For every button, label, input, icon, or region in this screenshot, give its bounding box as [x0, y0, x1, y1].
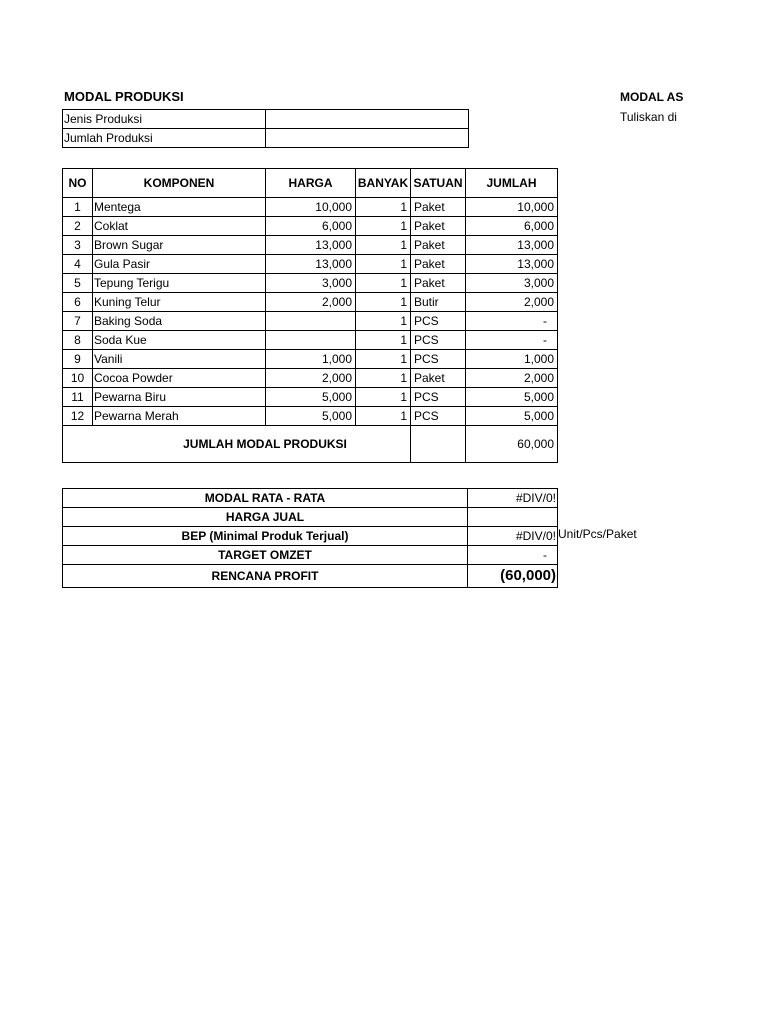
row-komponen[interactable]: Cocoa Powder [93, 369, 266, 388]
row-jumlah: - [466, 312, 558, 331]
row-komponen[interactable]: Mentega [93, 198, 266, 217]
row-komponen[interactable]: Pewarna Merah [93, 407, 266, 426]
row-satuan[interactable]: PCS [411, 331, 466, 350]
table-row [63, 293, 558, 312]
row-jumlah: 2,000 [466, 293, 558, 312]
row-satuan[interactable]: Paket [411, 369, 466, 388]
row-no: 1 [63, 198, 93, 217]
row-satuan[interactable]: Paket [411, 255, 466, 274]
row-satuan[interactable]: PCS [411, 312, 466, 331]
row-no: 3 [63, 236, 93, 255]
row-harga[interactable]: 2,000 [266, 293, 356, 312]
summary-row-profit [63, 565, 558, 588]
bep-value: #DIV/0! [468, 527, 558, 546]
row-no: 7 [63, 312, 93, 331]
row-banyak[interactable]: 1 [356, 350, 411, 369]
row-banyak[interactable]: 1 [356, 293, 411, 312]
row-satuan[interactable]: PCS [411, 350, 466, 369]
row-jumlah: 3,000 [466, 274, 558, 293]
row-banyak[interactable]: 1 [356, 388, 411, 407]
page-title: MODAL PRODUKSI [64, 89, 184, 104]
production-info-table [62, 109, 469, 148]
row-banyak[interactable]: 1 [356, 236, 411, 255]
harga-jual-label: HARGA JUAL [63, 508, 468, 527]
row-jumlah: - [466, 331, 558, 350]
row-no: 9 [63, 350, 93, 369]
col-header-no: NO [63, 169, 93, 198]
summary-row-modal-rata [63, 489, 558, 508]
row-jumlah: 2,000 [466, 369, 558, 388]
info-row-jenis [63, 110, 469, 129]
total-row [63, 426, 558, 463]
table-row [63, 217, 558, 236]
table-row [63, 388, 558, 407]
modal-rata-label: MODAL RATA - RATA [63, 489, 468, 508]
row-no: 12 [63, 407, 93, 426]
row-no: 6 [63, 293, 93, 312]
total-modal-value: 60,000 [466, 426, 558, 463]
row-banyak[interactable]: 1 [356, 274, 411, 293]
row-komponen[interactable]: Pewarna Biru [93, 388, 266, 407]
right-section-title: MODAL AS [620, 90, 684, 104]
summary-table [62, 488, 558, 588]
row-satuan[interactable]: Butir [411, 293, 466, 312]
row-harga[interactable]: 13,000 [266, 236, 356, 255]
table-row [63, 274, 558, 293]
row-komponen[interactable]: Kuning Telur [93, 293, 266, 312]
table-header-row [63, 169, 558, 198]
col-header-banyak: BANYAK [356, 169, 411, 198]
jenis-produksi-input[interactable] [266, 110, 469, 129]
table-row [63, 236, 558, 255]
row-komponen[interactable]: Coklat [93, 217, 266, 236]
row-no: 5 [63, 274, 93, 293]
row-komponen[interactable]: Brown Sugar [93, 236, 266, 255]
table-row [63, 312, 558, 331]
row-harga[interactable] [266, 331, 356, 350]
table-row [63, 369, 558, 388]
row-harga[interactable]: 6,000 [266, 217, 356, 236]
row-jumlah: 6,000 [466, 217, 558, 236]
table-row [63, 350, 558, 369]
jumlah-produksi-label: Jumlah Produksi [63, 129, 266, 148]
row-jumlah: 13,000 [466, 255, 558, 274]
row-no: 8 [63, 331, 93, 350]
row-harga[interactable]: 5,000 [266, 388, 356, 407]
row-komponen[interactable]: Baking Soda [93, 312, 266, 331]
row-no: 2 [63, 217, 93, 236]
table-row [63, 407, 558, 426]
row-satuan[interactable]: Paket [411, 217, 466, 236]
bep-label: BEP (Minimal Produk Terjual) [63, 527, 468, 546]
col-header-satuan: SATUAN [411, 169, 466, 198]
info-row-jumlah [63, 129, 469, 148]
col-header-komponen: KOMPONEN [93, 169, 266, 198]
summary-row-harga-jual [63, 508, 558, 527]
row-harga[interactable]: 3,000 [266, 274, 356, 293]
harga-jual-input[interactable] [468, 508, 558, 527]
components-table [62, 168, 558, 463]
rencana-profit-value: (60,000) [468, 565, 558, 588]
row-harga[interactable] [266, 312, 356, 331]
target-omzet-value: - [468, 546, 558, 565]
row-jumlah: 5,000 [466, 388, 558, 407]
row-harga[interactable]: 13,000 [266, 255, 356, 274]
row-banyak[interactable]: 1 [356, 407, 411, 426]
row-banyak[interactable]: 1 [356, 255, 411, 274]
row-jumlah: 5,000 [466, 407, 558, 426]
table-row [63, 198, 558, 217]
target-omzet-label: TARGET OMZET [63, 546, 468, 565]
bep-unit-label: Unit/Pcs/Paket [558, 527, 637, 541]
row-jumlah: 1,000 [466, 350, 558, 369]
row-komponen[interactable]: Tepung Terigu [93, 274, 266, 293]
row-banyak[interactable]: 1 [356, 312, 411, 331]
row-komponen[interactable]: Soda Kue [93, 331, 266, 350]
row-banyak[interactable]: 1 [356, 217, 411, 236]
modal-rata-value: #DIV/0! [468, 489, 558, 508]
summary-row-target [63, 546, 558, 565]
table-row [63, 331, 558, 350]
row-banyak[interactable]: 1 [356, 369, 411, 388]
row-no: 4 [63, 255, 93, 274]
row-jumlah: 10,000 [466, 198, 558, 217]
row-komponen[interactable]: Gula Pasir [93, 255, 266, 274]
col-header-harga: HARGA [266, 169, 356, 198]
row-satuan[interactable]: Paket [411, 198, 466, 217]
row-banyak[interactable]: 1 [356, 331, 411, 350]
row-harga[interactable]: 1,000 [266, 350, 356, 369]
row-satuan[interactable]: Paket [411, 274, 466, 293]
row-satuan[interactable]: PCS [411, 407, 466, 426]
total-spacer-cell [411, 426, 466, 463]
row-no: 10 [63, 369, 93, 388]
row-harga[interactable]: 10,000 [266, 198, 356, 217]
jumlah-produksi-input[interactable] [266, 129, 469, 148]
row-satuan[interactable]: Paket [411, 236, 466, 255]
rencana-profit-label: RENCANA PROFIT [63, 565, 468, 588]
jenis-produksi-label: Jenis Produksi [63, 110, 266, 129]
row-banyak[interactable]: 1 [356, 198, 411, 217]
right-section-note: Tuliskan di [620, 110, 677, 124]
row-harga[interactable]: 5,000 [266, 407, 356, 426]
row-jumlah: 13,000 [466, 236, 558, 255]
table-row [63, 255, 558, 274]
total-modal-label: JUMLAH MODAL PRODUKSI [63, 426, 411, 463]
col-header-jumlah: JUMLAH [466, 169, 558, 198]
row-harga[interactable]: 2,000 [266, 369, 356, 388]
row-satuan[interactable]: PCS [411, 388, 466, 407]
row-no: 11 [63, 388, 93, 407]
summary-row-bep [63, 527, 558, 546]
row-komponen[interactable]: Vanili [93, 350, 266, 369]
